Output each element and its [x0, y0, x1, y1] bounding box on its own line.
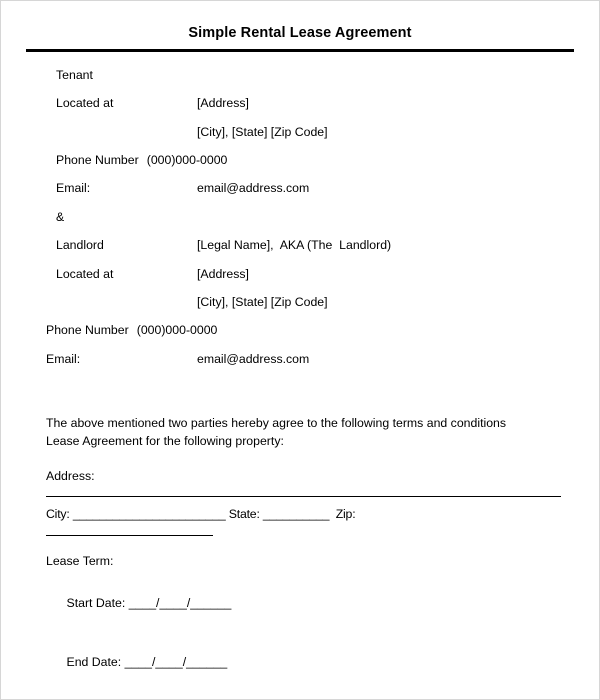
landlord-heading-row: [1, 238, 599, 253]
tenant-phone-value: (000)000-0000: [146, 153, 228, 168]
tenant-city-state-zip-value: [City], [State] [Zip Code]: [197, 124, 328, 139]
city-blank[interactable]: _______________________: [72, 507, 226, 522]
tenant-phone-row: [1, 153, 599, 168]
landlord-phone-label: Phone Number: [46, 323, 129, 338]
agreement-paragraph-line-1: The above mentioned two parties hereby agree to the following terms and conditions: [46, 415, 507, 430]
agreement-paragraph-line-2: Lease Agreement for the following property:: [46, 434, 284, 449]
tenant-email-row: [1, 181, 599, 196]
landlord-phone-row: [1, 323, 599, 338]
landlord-heading: Landlord: [56, 238, 104, 253]
landlord-email-value: email@address.com: [197, 351, 310, 366]
zip-label: Zip:: [329, 507, 356, 522]
property-address-label: Address:: [46, 468, 95, 483]
end-date-line: [1, 640, 599, 686]
parties-conjunction: &: [56, 209, 65, 224]
landlord-email-row: [1, 352, 599, 367]
tenant-located-at-label: Located at: [56, 96, 114, 111]
property-city-state-zip-line: [1, 507, 599, 522]
state-label: State:: [225, 507, 263, 522]
end-date-label: End Date:: [66, 655, 125, 670]
landlord-name-value: [Legal Name], AKA (The Landlord): [197, 238, 392, 253]
landlord-located-at-row: [1, 267, 599, 282]
end-date-blank[interactable]: ____/____/______: [124, 655, 228, 670]
start-date-line: [1, 581, 599, 627]
tenant-phone-label: Phone Number: [56, 153, 139, 168]
landlord-email-label: Email:: [46, 351, 81, 366]
zip-rule-spacer: [1, 536, 599, 554]
lease-term-heading: Lease Term:: [46, 553, 114, 568]
page-title: Simple Rental Lease Agreement: [188, 25, 412, 41]
address-rule-spacer: [1, 497, 599, 507]
landlord-city-state-zip-value: [City], [State] [Zip Code]: [197, 294, 328, 309]
document-body: [1, 52, 599, 686]
landlord-address-value: [Address]: [197, 266, 249, 281]
landlord-city-state-zip-row: [1, 295, 599, 310]
landlord-phone-value: (000)000-0000: [136, 323, 218, 338]
landlord-located-at-label: Located at: [56, 266, 114, 281]
start-date-blank[interactable]: ____/____/______: [128, 596, 232, 611]
city-label: City:: [46, 507, 73, 522]
tenant-located-at-row: [1, 96, 599, 111]
tenant-email-value: email@address.com: [197, 181, 310, 196]
tenant-heading-row: [1, 68, 599, 83]
paragraph-spacer: [1, 451, 599, 469]
state-blank[interactable]: __________: [262, 507, 330, 522]
agreement-paragraph: [1, 414, 599, 451]
tenant-city-state-zip-row: [1, 125, 599, 140]
tenant-address-value: [Address]: [197, 96, 249, 111]
section-spacer: [1, 380, 599, 414]
start-date-label: Start Date:: [66, 596, 129, 611]
tenant-heading: Tenant: [56, 68, 93, 82]
tenant-email-label: Email:: [56, 181, 91, 196]
